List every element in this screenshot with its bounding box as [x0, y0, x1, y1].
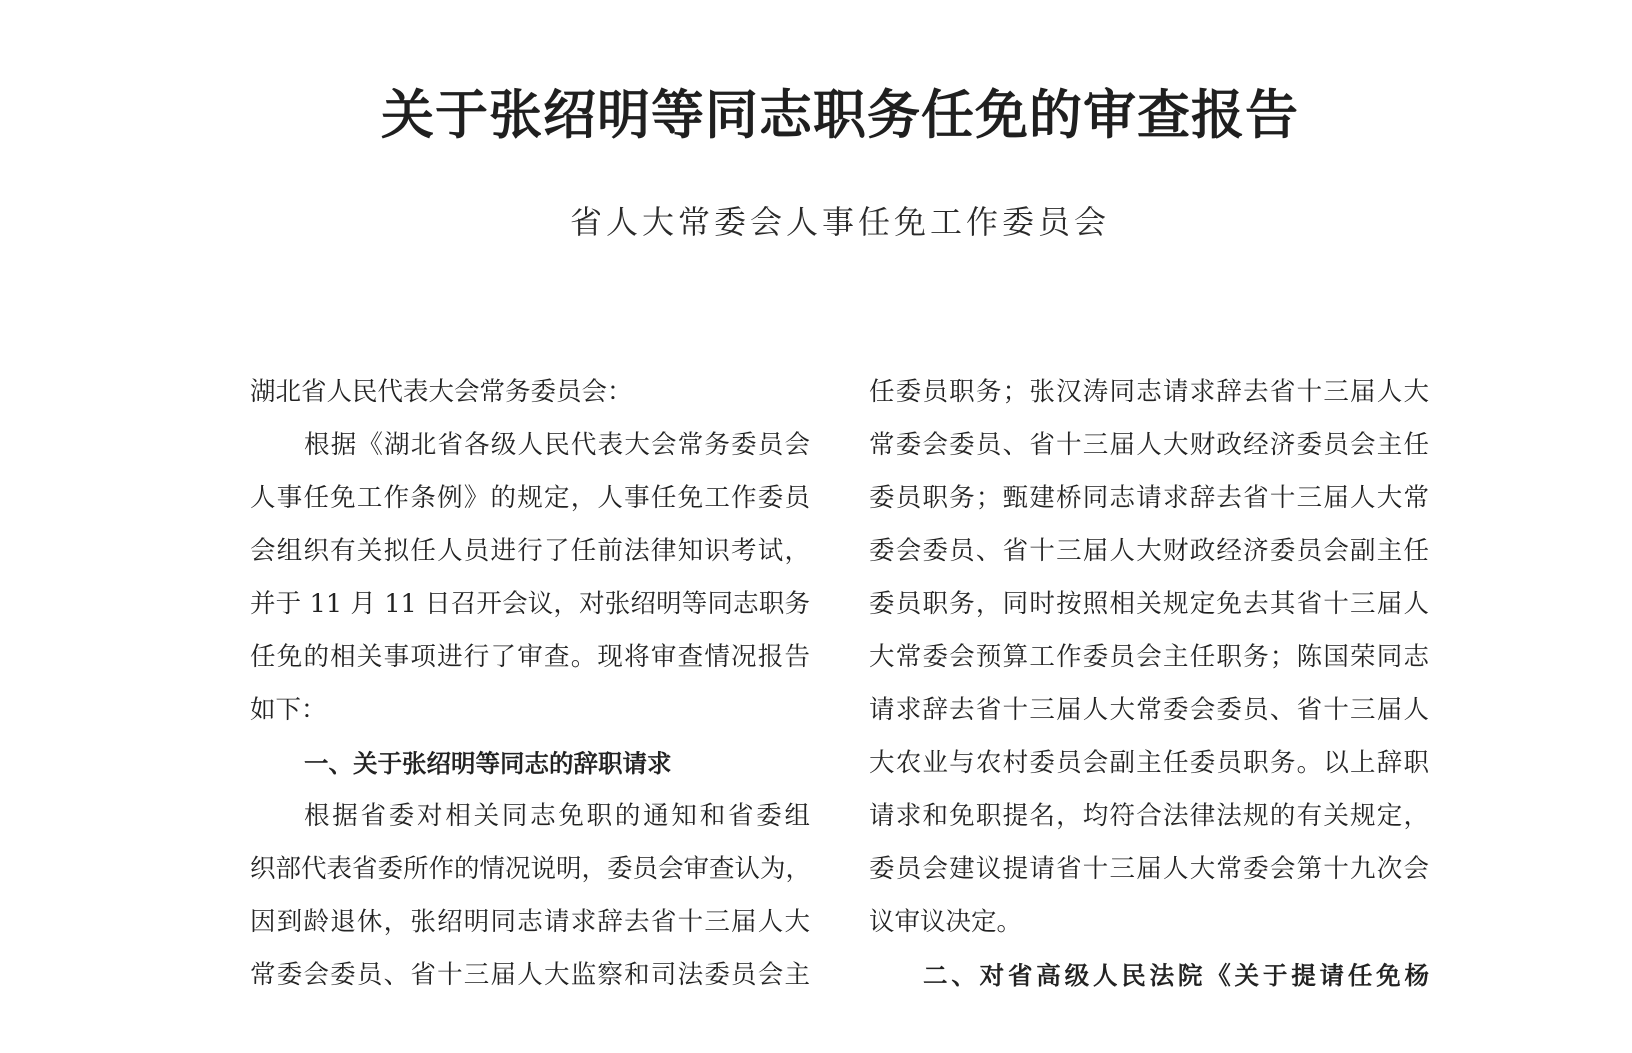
section-heading-2: 二、对省高级人民法院《关于提请任免杨	[923, 961, 1429, 990]
paragraph-line: 根据省委对相关同志免职的通知和省委组	[304, 801, 810, 831]
paragraph-line: 委会委员、省十三届人大财政经济委员会副主任	[869, 536, 1429, 566]
paragraph-line: 常委会委员、省十三届人大财政经济委员会主任	[869, 430, 1429, 460]
document-title: 关于张绍明等同志职务任免的审查报告	[381, 84, 1299, 146]
paragraph-line: 因到龄退休，张绍明同志请求辞去省十三届人大	[250, 907, 810, 937]
paragraph-line: 根据《湖北省各级人民代表大会常务委员会	[304, 430, 810, 460]
section-heading-1: 一、关于张绍明等同志的辞职请求	[304, 749, 672, 778]
salutation: 湖北省人民代表大会常务委员会：	[250, 377, 633, 407]
paragraph-line: 议审议决定。	[869, 907, 1023, 937]
paragraph-line: 任免的相关事项进行了审查。现将审查情况报告	[250, 642, 810, 672]
paragraph-line: 委员职务，同时按照相关规定免去其省十三届人	[869, 589, 1429, 619]
paragraph-line: 常委会委员、省十三届人大监察和司法委员会主	[250, 960, 810, 990]
paragraph-line: 大农业与农村委员会副主任委员职务。以上辞职	[869, 748, 1429, 778]
paragraph-line: 如下：	[250, 695, 327, 725]
paragraph-line: 人事任免工作条例》的规定，人事任免工作委员	[250, 483, 810, 513]
body-column-right	[869, 366, 1429, 1002]
paragraph-line: 会组织有关拟任人员进行了任前法律知识考试，	[250, 536, 810, 566]
paragraph-line: 请求和免职提名，均符合法律法规的有关规定，	[869, 801, 1429, 831]
paragraph-line: 任委员职务；张汉涛同志请求辞去省十三届人大	[869, 377, 1429, 407]
body-column-left	[250, 366, 810, 1002]
paragraph-line: 委员职务；甄建桥同志请求辞去省十三届人大常	[869, 483, 1429, 513]
paragraph-line: 织部代表省委所作的情况说明，委员会审查认为，	[250, 854, 812, 884]
paragraph-line: 请求辞去省十三届人大常委会委员、省十三届人	[869, 695, 1429, 725]
document-author: 省人大常委会人事任免工作委员会	[569, 203, 1110, 241]
paragraph-line: 并于 11 月 11 日召开会议，对张绍明等同志职务	[250, 589, 810, 619]
paragraph-line: 委员会建议提请省十三届人大常委会第十九次会	[869, 854, 1429, 884]
paragraph-line: 大常委会预算工作委员会主任职务；陈国荣同志	[869, 642, 1429, 672]
